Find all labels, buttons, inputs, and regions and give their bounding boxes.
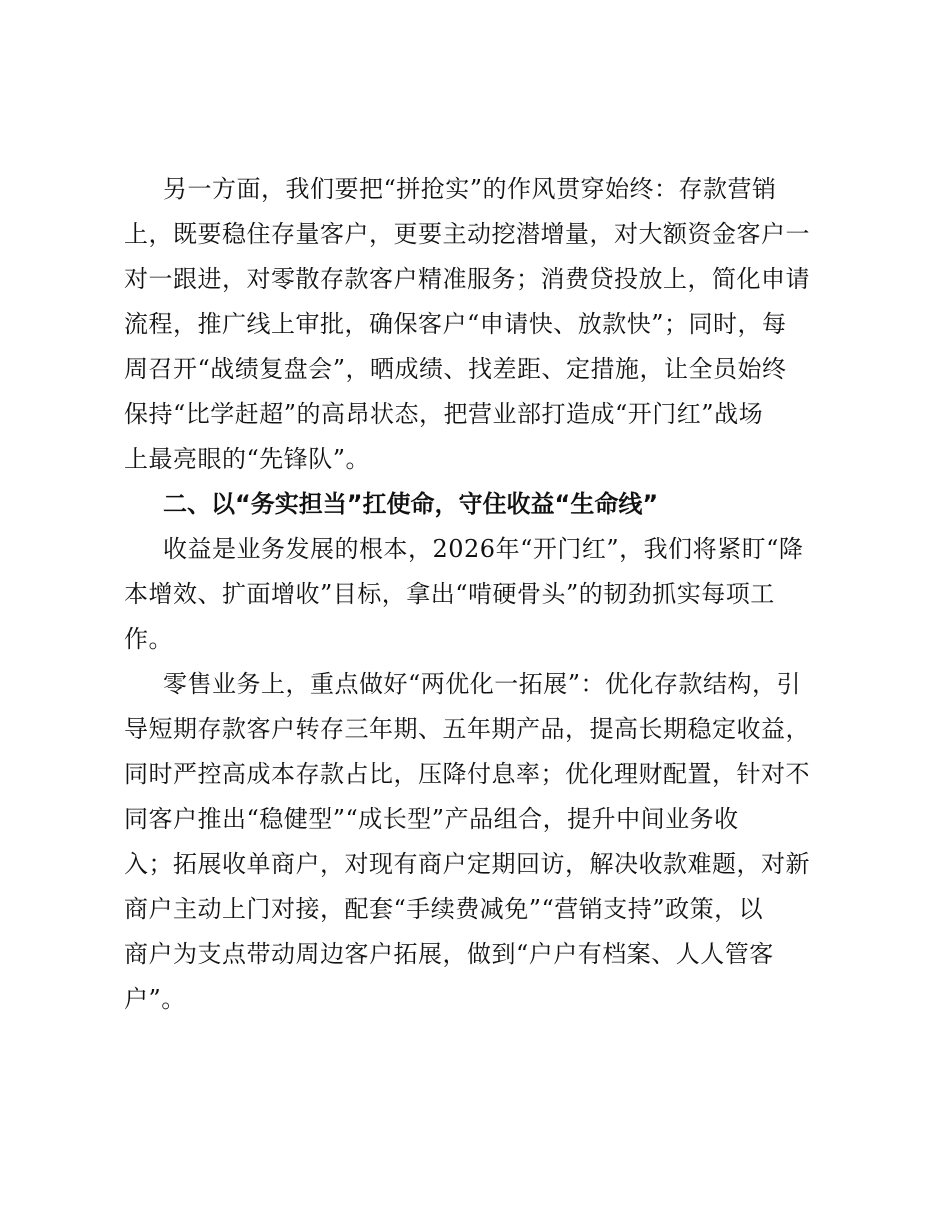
paragraph-3-line-1: 零售业务上，重点做好“两优化一拓展”：优化存款结构，引 <box>163 670 802 698</box>
paragraph-2-line-2: 本增效、扩面增收”目标，拿出“啃硬骨头”的韧劲抓实每项工 <box>124 580 775 608</box>
paragraph-1-line-2: 上，既要稳住存量客户，更要主动挖潜增量，对大额资金客户一 <box>124 220 810 248</box>
paragraph-3-line-7: 商户为支点带动周边客户拓展，做到“户户有档案、人人管客 <box>124 940 774 968</box>
paragraph-1-line-3: 对一跟进，对零散存款客户精准服务；消费贷投放上，简化申请 <box>124 265 810 293</box>
section-heading: 二、以“务实担当”扛使命，守住收益“生命线” <box>163 490 659 518</box>
paragraph-2-line-3: 作。 <box>124 625 173 653</box>
paragraph-3-line-4: 同客户推出“稳健型”“成长型”产品组合，提升中间业务收 <box>124 805 739 833</box>
paragraph-3-line-6: 商户主动上门对接，配套“手续费减免”“营销支持”政策，以 <box>124 895 764 923</box>
paragraph-1-line-6: 保持“比学赶超”的高昂状态，把营业部打造成“开门红”战场 <box>124 400 764 428</box>
paragraph-3-line-3: 同时严控高成本存款占比，压降付息率；优化理财配置，针对不 <box>124 760 810 788</box>
paragraph-1-line-1: 另一方面，我们要把“拼抢实”的作风贯穿始终：存款营销 <box>163 175 777 203</box>
paragraph-1-line-4: 流程，推广线上审批，确保客户“申请快、放款快”；同时，每 <box>124 310 787 338</box>
paragraph-2-line-1: 收益是业务发展的根本，2026年“开门红”，我们将紧盯“降 <box>163 535 804 563</box>
paragraph-1-line-5: 周召开“战绩复盘会”，晒成绩、找差距、定措施，让全员始终 <box>124 355 787 383</box>
paragraph-3-line-8: 户”。 <box>124 985 186 1013</box>
paragraph-3-line-2: 导短期存款客户转存三年期、五年期产品，提高长期稳定收益， <box>124 715 810 743</box>
paragraph-1-line-7: 上最亮眼的“先锋队”。 <box>124 445 371 473</box>
paragraph-3-line-5: 入；拓展收单商户，对现有商户定期回访，解决收款难题，对新 <box>124 850 810 878</box>
